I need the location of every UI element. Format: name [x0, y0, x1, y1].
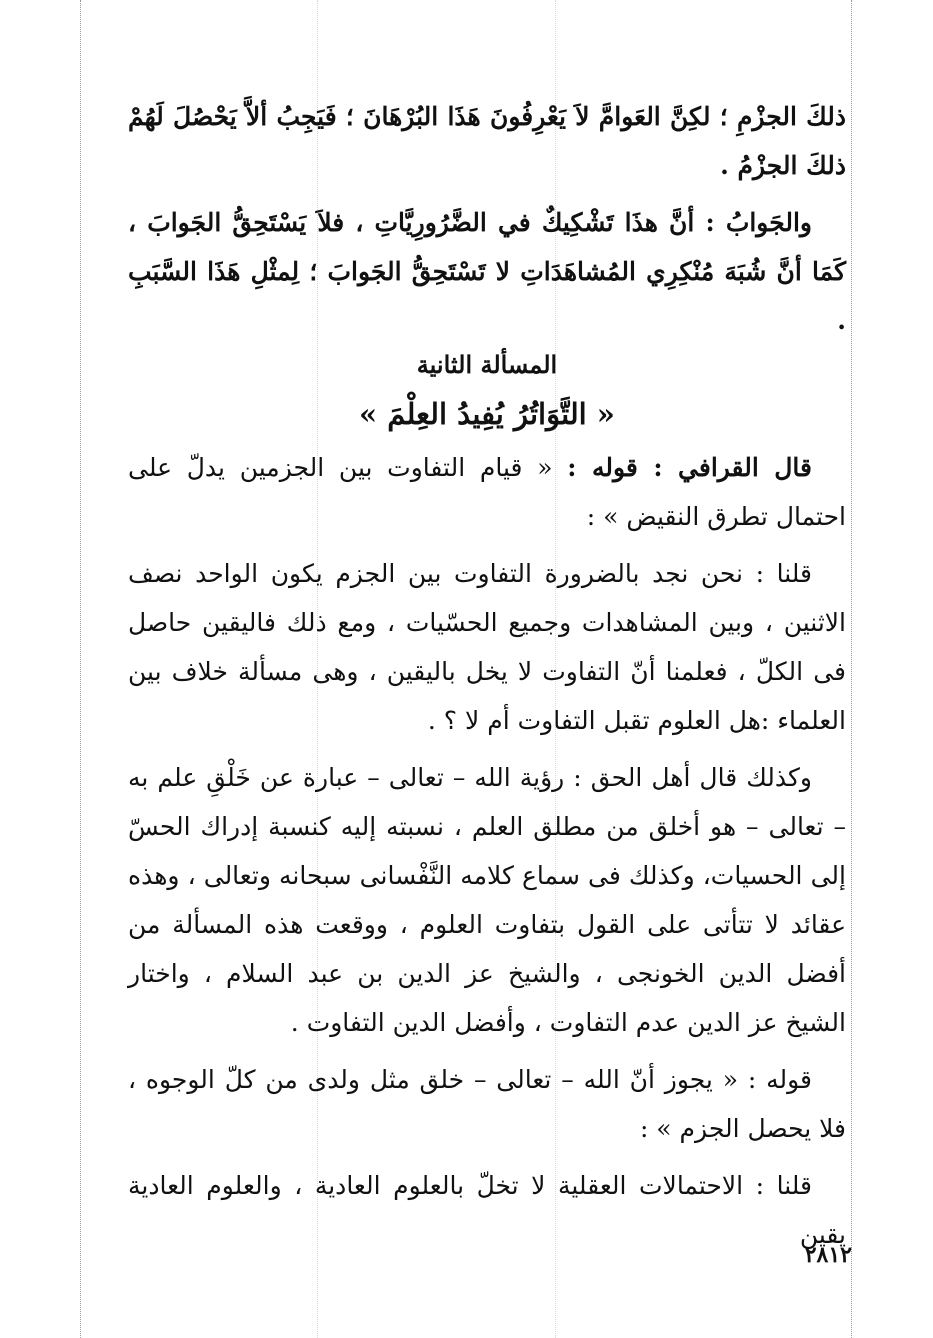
- answer-paragraph: والجَوابُ : أنَّ هذَا تَشْكِيكٌ في الضَّرُورِيَّاتِ ، فلاَ يَسْتَحِقُّ الجَوابَ ، كَمَا أنَّ شُبَهَ مُنْكِرِي المُشاهَدَاتِ لا تَسْتَحِقُّ الجَوابَ ؛ لِمثْلِ هَذَا السَّبَبِ .: [128, 208, 846, 335]
- paragraph-text: قلنا : الاحتمالات العقلية لا تخلّ بالعلوم العادية ، والعلوم العادية يقين: [128, 1171, 846, 1249]
- body-paragraph: [128, 753, 846, 1047]
- paragraph-text: « قيام التفاوت بين الجزمين يدلّ على احتمال تطرق النقيض » :: [128, 453, 846, 531]
- section-title: المسألة الثانية: [416, 350, 558, 379]
- left-margin-guide: [80, 0, 81, 1338]
- page-number: ٢٨١٢: [804, 1242, 852, 1268]
- paragraph-text: وكذلك قال أهل الحق : رؤية الله – تعالى – عبارة عن خَلْقِ علم به – تعالى – هو أخلق من مطلق العلم ، نسبته إليه كنسبة إدراك الحسّ إلى الحسيات، وكذلك فى سماع كلامه النَّفْسانى سبحانه وتعالى ، وهذه عقائد لا تتأتى على القول بتفاوت العلوم ، ووقعت هذه المسألة من أفضل الدين الخونجى ، والشيخ عز الدين بن عبد السلام ، واختار الشيخ عز الدين عدم التفاوت ، وأفضل الدين التفاوت .: [128, 763, 846, 1037]
- body-paragraph: [128, 443, 846, 541]
- opening-paragraph: ذلكَ الجزْمِ ؛ لكِنَّ العَوامَّ لاَ يَعْرِفُونَ هَذَا البُرْهَانَ ؛ فَيَجِبُ ألاَّ يَحْصُلَ لَهُمْ ذلكَ الجزْمُ .: [128, 102, 846, 180]
- body-paragraph: [128, 1055, 846, 1153]
- section-subtitle: « التَّوَاتُرُ يُفِيدُ العِلْمَ »: [359, 397, 615, 431]
- text-column: [128, 92, 846, 1259]
- body-paragraph: [128, 1161, 846, 1259]
- right-margin-guide: [851, 0, 852, 1338]
- paragraph-text: قلنا : نحن نجد بالضرورة التفاوت بين الجزم يكون الواحد نصف الاثنين ، وبين المشاهدات وجميع الحسّيات ، ومع ذلك فاليقين حاصل فى الكلّ ، فعلمنا أنّ التفاوت لا يخل باليقين ، وهى مسألة خلاف بين العلماء :هل العلوم تقبل التفاوت أم لا ؟ .: [128, 559, 846, 735]
- paragraph-text: قوله : « يجوز أنّ الله – تعالى – خلق مثل ولدى من كلّ الوجوه ، فلا يحصل الجزم » :: [128, 1065, 846, 1143]
- body-paragraph: [128, 549, 846, 745]
- paragraph-lead: قال القرافي : قوله :: [567, 453, 812, 482]
